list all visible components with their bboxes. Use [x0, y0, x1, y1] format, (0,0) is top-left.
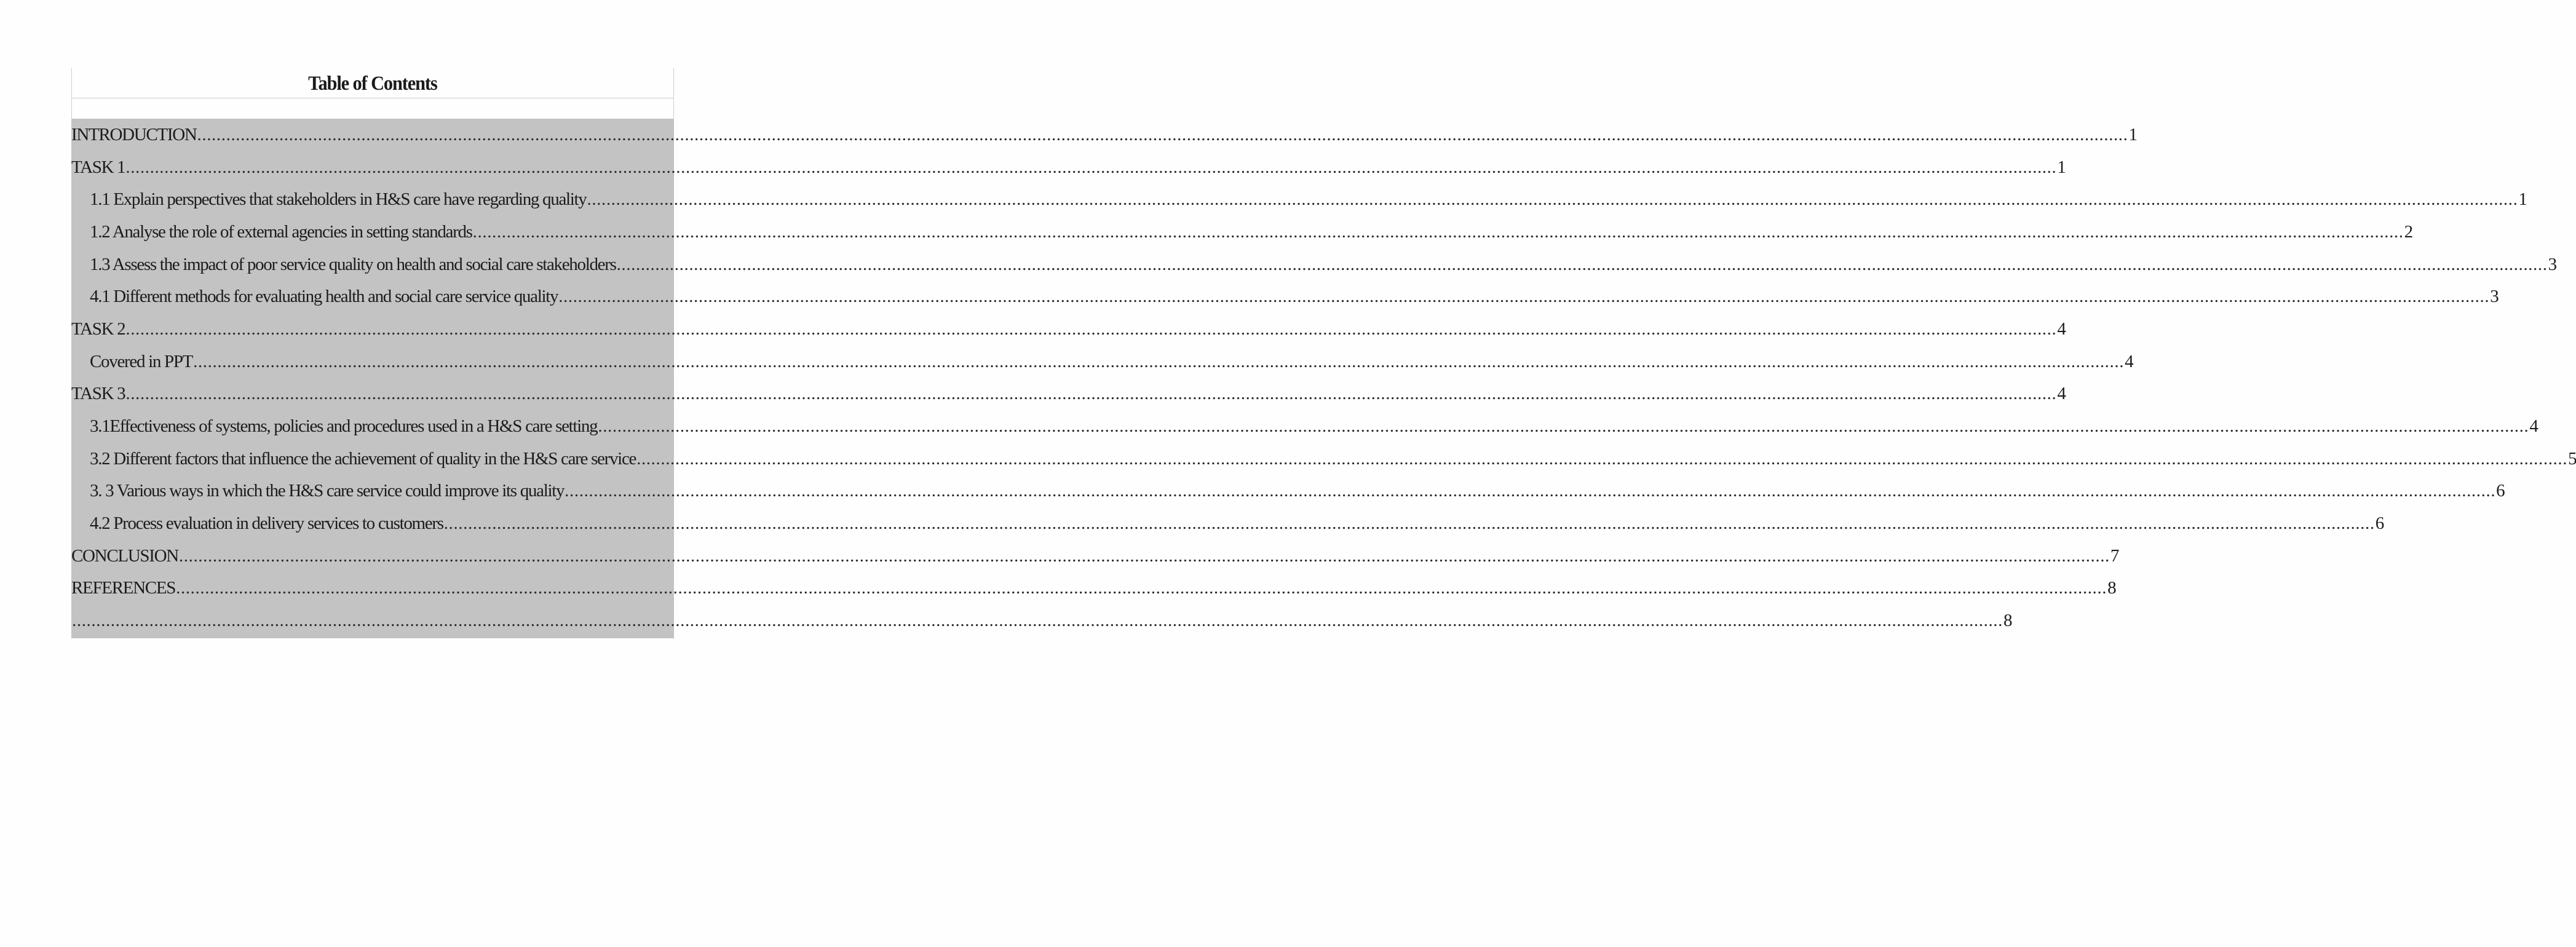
toc-entry-page-number: 8 [2003, 611, 2012, 631]
toc-entry[interactable] [71, 119, 2137, 151]
toc-entry[interactable] [71, 313, 2066, 346]
toc-entry-label: 1.2 Analyse the role of external agencies in setting standards [90, 221, 472, 242]
toc-entry-label: 4.1 Different methods for evaluating health and social care service quality [90, 287, 558, 307]
toc-dot-leader: ................................................................................................................................................................................................................................................................................................................................................................................................................ [443, 513, 2375, 534]
toc-entry[interactable] [71, 410, 2538, 443]
toc-entry-label: TASK 2 [71, 319, 125, 339]
toc-entry-page-number: 3 [2548, 254, 2556, 274]
toc-entry-label: 3. 3 Various ways in which the H&S care service could improve its quality [90, 481, 565, 501]
toc-dot-leader: ................................................................................................................................................................................................................................................................................................................................................................................................................ [125, 319, 2057, 339]
table-of-contents [71, 68, 2576, 638]
toc-entry-page-number: 1 [2128, 124, 2137, 145]
toc-entry[interactable] [71, 216, 2412, 248]
toc-entry-label: CONCLUSION [71, 545, 178, 566]
toc-entry-page-number: 4 [2057, 384, 2066, 404]
toc-entry-label: 3.1Effectiveness of systems, policies and procedures used in a H&S care setting [90, 416, 598, 437]
toc-entry[interactable] [71, 507, 2384, 540]
toc-entry-label: TASK 1 [71, 157, 125, 177]
toc-entry[interactable] [71, 378, 2066, 411]
toc-title: Table of Contents [308, 73, 437, 95]
toc-entry-page-number: 2 [2404, 221, 2412, 242]
toc-dot-leader: ................................................................................................................................................................................................................................................................................................................................................................................................................ [197, 124, 2128, 145]
toc-entry[interactable] [71, 443, 2576, 475]
toc-entry-page-number: 7 [2110, 545, 2119, 566]
toc-entry-label: Covered in PPT [90, 351, 193, 371]
toc-dot-leader: ................................................................................................................................................................................................................................................................................................................................................................................................................ [178, 545, 2110, 566]
toc-entry[interactable] [71, 573, 2116, 605]
toc-entry[interactable] [71, 280, 2499, 313]
toc-entry-page-number: 1 [2057, 157, 2066, 177]
toc-dot-leader: ................................................................................................................................................................................................................................................................................................................................................................................................................ [636, 448, 2568, 469]
toc-entry-page-number: 4 [2529, 416, 2538, 437]
toc-entry-page-number: 4 [2125, 351, 2133, 371]
toc-entry-page-number: 5 [2568, 448, 2576, 469]
toc-entry-page-number: 6 [2496, 481, 2505, 501]
toc-dot-leader: ................................................................................................................................................................................................................................................................................................................................................................................................................ [587, 189, 2518, 210]
toc-entry-label: INTRODUCTION [71, 124, 197, 145]
toc-entry[interactable] [71, 604, 2012, 637]
toc-dot-leader: ................................................................................................................................................................................................................................................................................................................................................................................................................ [598, 416, 2529, 437]
toc-entry[interactable] [71, 540, 2119, 573]
toc-dot-leader: ................................................................................................................................................................................................................................................................................................................................................................................................................ [72, 611, 2003, 631]
toc-entry-page-number: 1 [2518, 189, 2527, 210]
toc-dot-leader: ................................................................................................................................................................................................................................................................................................................................................................................................................ [193, 351, 2125, 371]
toc-entry-label: 1.3 Assess the impact of poor service quality on health and social care stakeholders [90, 254, 616, 274]
toc-entry-label: 3.2 Different factors that influence the achievement of quality in the H&S care service [90, 448, 636, 469]
toc-dot-leader: ................................................................................................................................................................................................................................................................................................................................................................................................................ [616, 254, 2548, 274]
toc-entry-label: 1.1 Explain perspectives that stakeholders in H&S care have regarding quality [90, 189, 587, 210]
toc-entry-label: REFERENCES [71, 578, 176, 598]
toc-entry[interactable] [71, 475, 2505, 508]
toc-entry[interactable] [71, 248, 2556, 281]
toc-entry-page-number: 6 [2375, 513, 2384, 534]
toc-entry-label: TASK 3 [71, 384, 125, 404]
toc-dot-leader: ................................................................................................................................................................................................................................................................................................................................................................................................................ [472, 221, 2404, 242]
toc-list [71, 119, 2576, 638]
toc-dot-leader: ................................................................................................................................................................................................................................................................................................................................................................................................................ [565, 481, 2496, 501]
toc-dot-leader: ................................................................................................................................................................................................................................................................................................................................................................................................................ [125, 157, 2057, 177]
toc-entry-page-number: 4 [2057, 319, 2066, 339]
toc-dot-leader: ................................................................................................................................................................................................................................................................................................................................................................................................................ [176, 578, 2107, 598]
toc-entry-page-number: 8 [2107, 578, 2116, 598]
toc-entry-label: 4.2 Process evaluation in delivery services to customers [90, 513, 443, 534]
toc-dot-leader: ................................................................................................................................................................................................................................................................................................................................................................................................................ [558, 287, 2490, 307]
toc-entry[interactable] [71, 346, 2133, 378]
toc-entry[interactable] [71, 151, 2066, 184]
toc-entry-page-number: 3 [2490, 287, 2499, 307]
toc-header [71, 68, 674, 98]
toc-entry[interactable] [71, 183, 2527, 216]
toc-dot-leader: ................................................................................................................................................................................................................................................................................................................................................................................................................ [125, 384, 2057, 404]
toc-spacer [71, 98, 674, 119]
